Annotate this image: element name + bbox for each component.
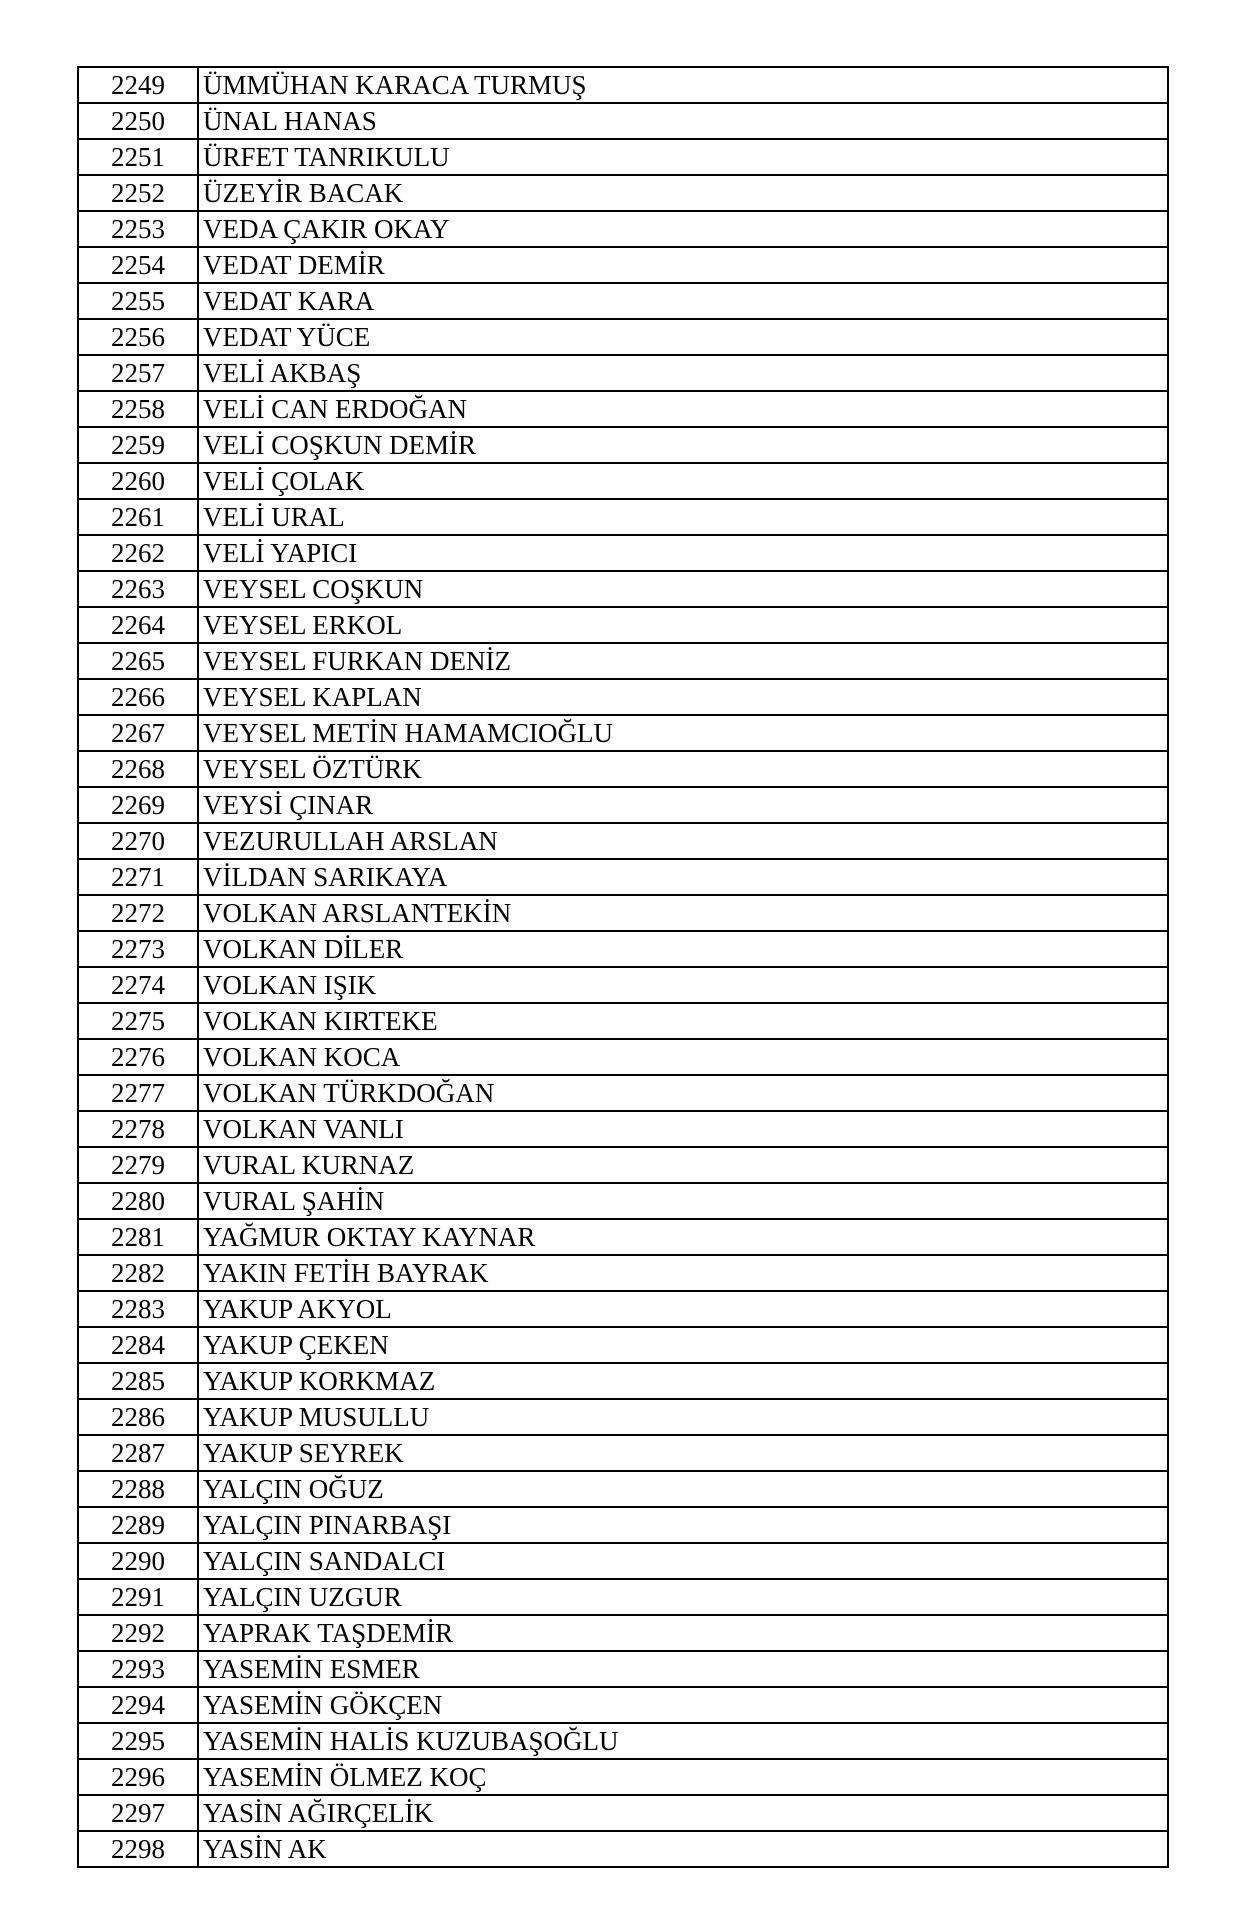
table-row <box>78 607 1168 643</box>
table-row <box>78 1471 1168 1507</box>
row-number: 2298 <box>78 1831 198 1867</box>
table-row <box>78 1831 1168 1867</box>
row-number: 2273 <box>78 931 198 967</box>
person-name: VELİ YAPICI <box>198 535 1168 571</box>
person-name: VEDAT YÜCE <box>198 319 1168 355</box>
person-name: VEYSİ ÇINAR <box>198 787 1168 823</box>
table-row <box>78 1363 1168 1399</box>
row-number: 2285 <box>78 1363 198 1399</box>
table-row <box>78 1795 1168 1831</box>
table-row <box>78 175 1168 211</box>
person-name: VURAL ŞAHİN <box>198 1183 1168 1219</box>
table-row <box>78 139 1168 175</box>
table-row <box>78 1291 1168 1327</box>
table-row <box>78 895 1168 931</box>
person-name: YALÇIN UZGUR <box>198 1579 1168 1615</box>
table-row <box>78 355 1168 391</box>
person-name: YAĞMUR OKTAY KAYNAR <box>198 1219 1168 1255</box>
table-row <box>78 1075 1168 1111</box>
person-name: VOLKAN KOCA <box>198 1039 1168 1075</box>
row-number: 2264 <box>78 607 198 643</box>
person-name: VEYSEL KAPLAN <box>198 679 1168 715</box>
row-number: 2290 <box>78 1543 198 1579</box>
person-name: YAKUP SEYREK <box>198 1435 1168 1471</box>
row-number: 2294 <box>78 1687 198 1723</box>
table-row <box>78 1003 1168 1039</box>
table-row <box>78 463 1168 499</box>
person-name: ÜNAL HANAS <box>198 103 1168 139</box>
row-number: 2277 <box>78 1075 198 1111</box>
table-row <box>78 535 1168 571</box>
person-name: VEYSEL FURKAN DENİZ <box>198 643 1168 679</box>
person-name: YASEMİN ÖLMEZ KOÇ <box>198 1759 1168 1795</box>
row-number: 2254 <box>78 247 198 283</box>
row-number: 2291 <box>78 1579 198 1615</box>
table-row <box>78 1435 1168 1471</box>
person-name: VİLDAN SARIKAYA <box>198 859 1168 895</box>
table-row <box>78 715 1168 751</box>
table-row <box>78 103 1168 139</box>
row-number: 2279 <box>78 1147 198 1183</box>
table-row <box>78 859 1168 895</box>
person-name: VELİ COŞKUN DEMİR <box>198 427 1168 463</box>
table-row <box>78 1327 1168 1363</box>
name-list-body <box>78 67 1168 1867</box>
table-row <box>78 1255 1168 1291</box>
person-name: VURAL KURNAZ <box>198 1147 1168 1183</box>
row-number: 2260 <box>78 463 198 499</box>
row-number: 2276 <box>78 1039 198 1075</box>
person-name: VEDAT KARA <box>198 283 1168 319</box>
row-number: 2265 <box>78 643 198 679</box>
row-number: 2267 <box>78 715 198 751</box>
table-row <box>78 499 1168 535</box>
table-row <box>78 283 1168 319</box>
person-name: YASEMİN ESMER <box>198 1651 1168 1687</box>
person-name: VEYSEL ERKOL <box>198 607 1168 643</box>
table-row <box>78 1219 1168 1255</box>
person-name: VOLKAN TÜRKDOĞAN <box>198 1075 1168 1111</box>
row-number: 2250 <box>78 103 198 139</box>
table-row <box>78 1147 1168 1183</box>
table-row <box>78 427 1168 463</box>
table-row <box>78 1615 1168 1651</box>
person-name: YAKUP AKYOL <box>198 1291 1168 1327</box>
person-name: YASEMİN HALİS KUZUBAŞOĞLU <box>198 1723 1168 1759</box>
table-row <box>78 1651 1168 1687</box>
row-number: 2295 <box>78 1723 198 1759</box>
table-row <box>78 1039 1168 1075</box>
row-number: 2288 <box>78 1471 198 1507</box>
row-number: 2293 <box>78 1651 198 1687</box>
table-row <box>78 931 1168 967</box>
person-name: YAPRAK TAŞDEMİR <box>198 1615 1168 1651</box>
row-number: 2256 <box>78 319 198 355</box>
person-name: VELİ AKBAŞ <box>198 355 1168 391</box>
table-row <box>78 787 1168 823</box>
person-name: YAKIN FETİH BAYRAK <box>198 1255 1168 1291</box>
table-row <box>78 1687 1168 1723</box>
table-row <box>78 1759 1168 1795</box>
row-number: 2292 <box>78 1615 198 1651</box>
row-number: 2255 <box>78 283 198 319</box>
row-number: 2269 <box>78 787 198 823</box>
row-number: 2297 <box>78 1795 198 1831</box>
person-name: YASİN AĞIRÇELİK <box>198 1795 1168 1831</box>
person-name: ÜMMÜHAN KARACA TURMUŞ <box>198 67 1168 103</box>
row-number: 2283 <box>78 1291 198 1327</box>
person-name: YAKUP MUSULLU <box>198 1399 1168 1435</box>
person-name: YALÇIN OĞUZ <box>198 1471 1168 1507</box>
row-number: 2286 <box>78 1399 198 1435</box>
person-name: VOLKAN IŞIK <box>198 967 1168 1003</box>
row-number: 2272 <box>78 895 198 931</box>
person-name: VOLKAN KIRTEKE <box>198 1003 1168 1039</box>
row-number: 2266 <box>78 679 198 715</box>
person-name: YAKUP ÇEKEN <box>198 1327 1168 1363</box>
row-number: 2253 <box>78 211 198 247</box>
row-number: 2282 <box>78 1255 198 1291</box>
table-row <box>78 1579 1168 1615</box>
row-number: 2257 <box>78 355 198 391</box>
row-number: 2296 <box>78 1759 198 1795</box>
row-number: 2252 <box>78 175 198 211</box>
row-number: 2287 <box>78 1435 198 1471</box>
table-row <box>78 391 1168 427</box>
person-name: VELİ ÇOLAK <box>198 463 1168 499</box>
row-number: 2261 <box>78 499 198 535</box>
row-number: 2275 <box>78 1003 198 1039</box>
row-number: 2258 <box>78 391 198 427</box>
person-name: VEYSEL ÖZTÜRK <box>198 751 1168 787</box>
person-name: YASEMİN GÖKÇEN <box>198 1687 1168 1723</box>
table-row <box>78 67 1168 103</box>
person-name: YAKUP KORKMAZ <box>198 1363 1168 1399</box>
table-row <box>78 643 1168 679</box>
person-name: YALÇIN PINARBAŞI <box>198 1507 1168 1543</box>
person-name: VOLKAN ARSLANTEKİN <box>198 895 1168 931</box>
person-name: VEDAT DEMİR <box>198 247 1168 283</box>
person-name: VEZURULLAH ARSLAN <box>198 823 1168 859</box>
table-row <box>78 211 1168 247</box>
person-name: VOLKAN DİLER <box>198 931 1168 967</box>
person-name: VELİ URAL <box>198 499 1168 535</box>
row-number: 2289 <box>78 1507 198 1543</box>
row-number: 2274 <box>78 967 198 1003</box>
row-number: 2259 <box>78 427 198 463</box>
table-row <box>78 247 1168 283</box>
name-list-table <box>77 66 1169 1868</box>
person-name: YALÇIN SANDALCI <box>198 1543 1168 1579</box>
person-name: VOLKAN VANLI <box>198 1111 1168 1147</box>
row-number: 2280 <box>78 1183 198 1219</box>
row-number: 2268 <box>78 751 198 787</box>
table-row <box>78 571 1168 607</box>
row-number: 2263 <box>78 571 198 607</box>
table-row <box>78 823 1168 859</box>
table-row <box>78 1543 1168 1579</box>
person-name: VELİ CAN ERDOĞAN <box>198 391 1168 427</box>
table-row <box>78 967 1168 1003</box>
table-row <box>78 1507 1168 1543</box>
table-row <box>78 319 1168 355</box>
row-number: 2284 <box>78 1327 198 1363</box>
row-number: 2251 <box>78 139 198 175</box>
person-name: YASİN AK <box>198 1831 1168 1867</box>
row-number: 2270 <box>78 823 198 859</box>
person-name: ÜRFET TANRIKULU <box>198 139 1168 175</box>
row-number: 2262 <box>78 535 198 571</box>
table-row <box>78 751 1168 787</box>
table-row <box>78 1723 1168 1759</box>
person-name: VEDA ÇAKIR OKAY <box>198 211 1168 247</box>
row-number: 2249 <box>78 67 198 103</box>
row-number: 2281 <box>78 1219 198 1255</box>
row-number: 2271 <box>78 859 198 895</box>
person-name: VEYSEL COŞKUN <box>198 571 1168 607</box>
table-row <box>78 1111 1168 1147</box>
table-row <box>78 1183 1168 1219</box>
person-name: ÜZEYİR BACAK <box>198 175 1168 211</box>
row-number: 2278 <box>78 1111 198 1147</box>
table-row <box>78 679 1168 715</box>
person-name: VEYSEL METİN HAMAMCIOĞLU <box>198 715 1168 751</box>
table-row <box>78 1399 1168 1435</box>
